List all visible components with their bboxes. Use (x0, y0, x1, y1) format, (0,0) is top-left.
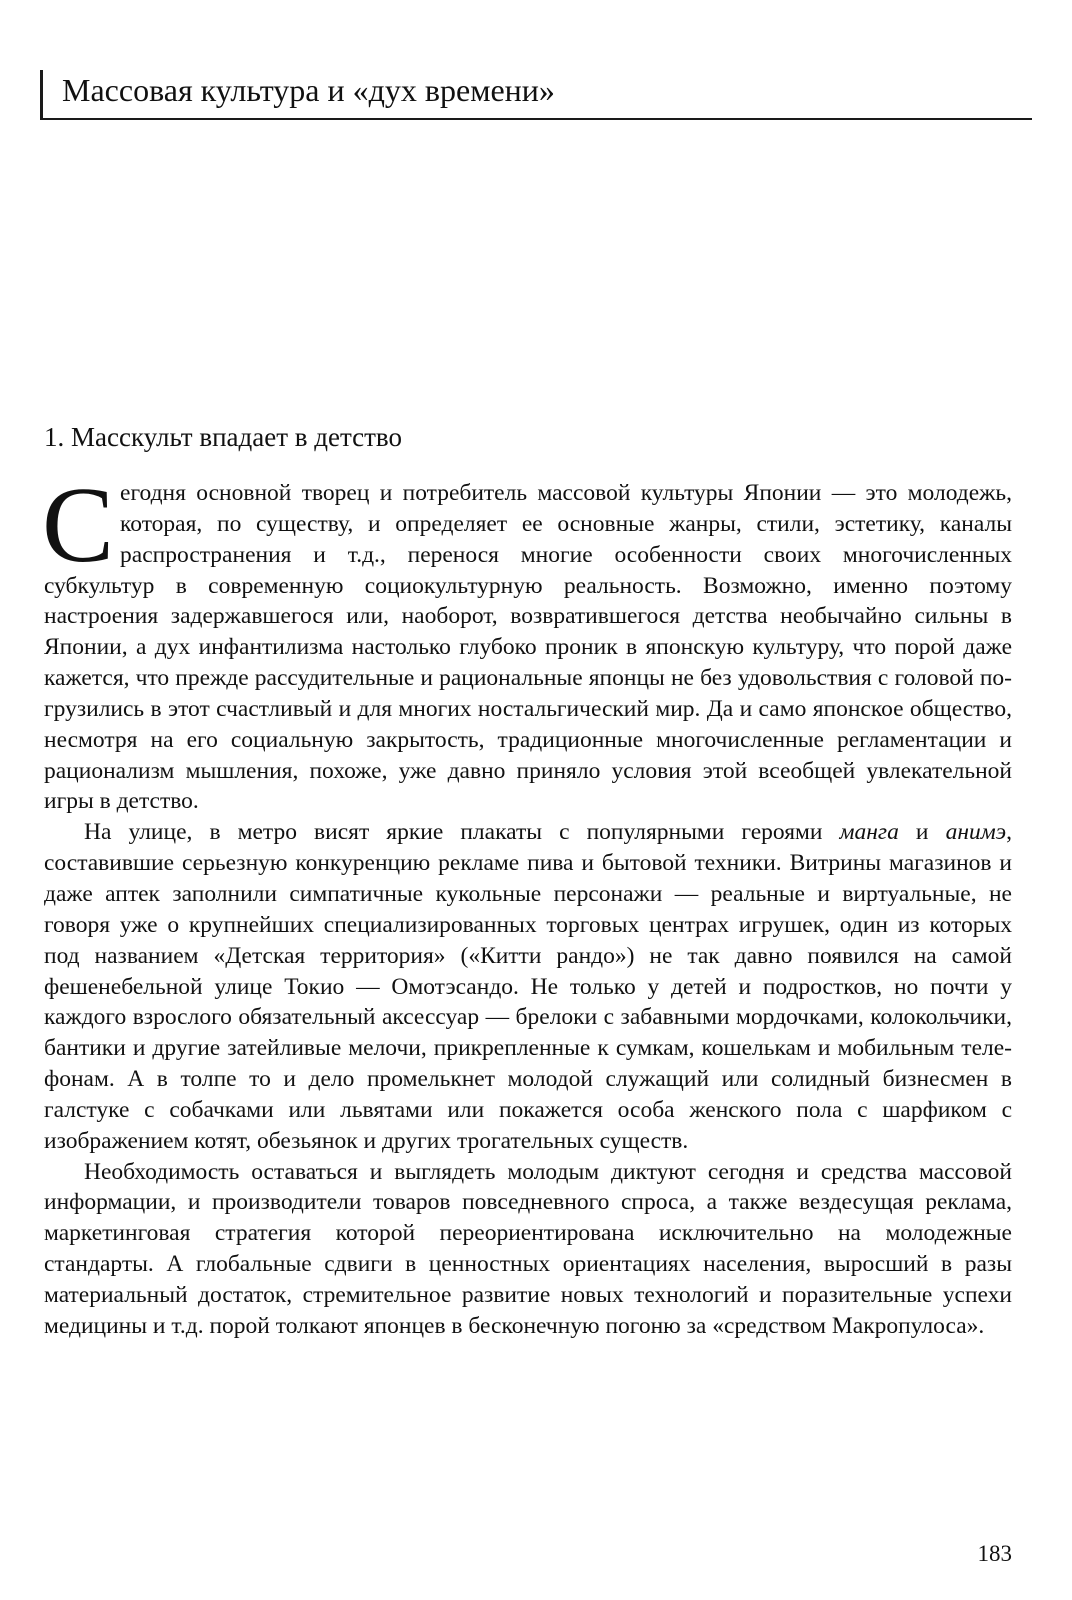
header-bar (40, 70, 43, 118)
paragraph-1-text: егодня основной творец и потребитель массовой культуры Японии — это молодежь, которая, по существу, и определяет ее основные жанры, стили, эстетику, каналы распространения и т.д., перенося многие особенности своих многочисленных субкультур в современную социокультурную реальность. Возможно, именно поэтому настроения задержавшегося или, наоборот, возвратившегося детства необычайно сильны в Японии, а дух инфантилизма настолько глубоко проник в японскую культуру, что порой даже кажется, что прежде рассудительные и рациональные японцы не без удовольствия с головой погрузились в этот счастливый и для многих ностальгический мир. Да и само японское общество, несмотря на его социальную закрытость, традиционные многочисленные регламентации и рационализм мышления, похоже, уже давно приняло условия этой всеобщей увлекательной игры в детство. (44, 480, 1012, 815)
paragraph-2-text-after: , составившие серьезную конкуренцию рекламе пива и бытовой техники. Витрины магазинов и даже аптек заполнили симпатичные кукольные персонажи — реальные и виртуальные, не говоря уже о крупнейших специализированных торговых центрах игрушек, один из которых под названием «Детская территория» («Китти рандо») не так давно появился на самой фешенебельной улице Токио — Омотэсандо. Не только у детей и подростков, но почти у каждого взрослого обязательный аксессуар — брелоки с забавными мордочками, колокольчики, бантики и другие затейливые мелочи, прикрепленные к сумкам, кошелькам и мобильным телефонам. А в толпе то и дело промелькнет молодой служащий или солидный бизнесмен в галстуке с собачками или львятами или покажется особа женского пола с шарфиком с изображением котят, обезьянок и других трогательных существ. (44, 819, 1012, 1154)
term-anime: анимэ (945, 819, 1007, 846)
body-text (42, 466, 1012, 1342)
paragraph-2-conj: и (898, 819, 946, 846)
drop-cap: С (42, 466, 115, 585)
paragraph-2-text-before: На улице, в метро висят яркие плакаты с популярными героями (84, 819, 840, 846)
paragraph-1 (42, 466, 1012, 817)
chapter-title: Массовая культура и «дух времени» (62, 72, 555, 108)
paragraph-3 (44, 1157, 1012, 1342)
section-title: 1. Масскульт впадает в детство (44, 422, 402, 452)
running-header (40, 66, 1032, 120)
term-manga: манга (839, 819, 899, 846)
paragraph-3-text: Необходимость оставаться и выглядеть молодым диктуют сегодня и средства массовой информации, и производители товаров повседневного спроса, а также вездесущая реклама, маркетинговая стратегия которой переориентирована исключительно на молодежные стандарты. А глобальные сдвиги в ценностных ориентациях населения, выросший в разы материальный достаток, стремительное развитие новых технологий и поразительные успехи медицины и т.д. порой толкают японцев в бесконечную погоню за «средством Макропулоса». (44, 1158, 1012, 1339)
page-number: 183 (977, 1541, 1012, 1566)
paragraph-2 (44, 817, 1012, 1156)
